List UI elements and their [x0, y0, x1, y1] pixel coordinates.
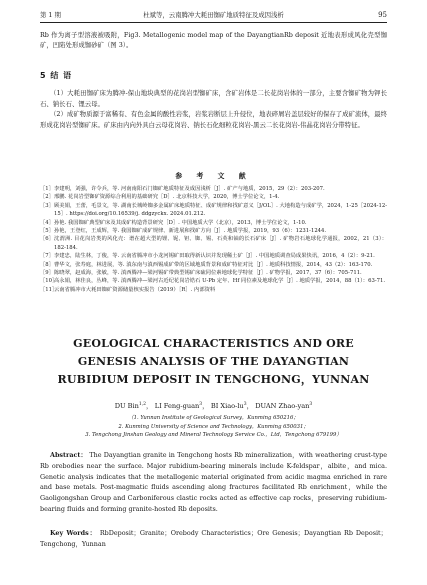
affiliation-line: 3. Tengchong Jinshan Geology and Mineral Technology Service Co.，Ltd，Tengchong 679199） — [85, 432, 342, 439]
reference-number: ［4］ — [40, 219, 54, 226]
author-affiliation-mark: 3 — [199, 401, 203, 407]
reference-item — [40, 277, 387, 285]
reference-number: ［8］ — [40, 261, 54, 268]
reference-number: ［3］ — [40, 202, 54, 209]
reference-text: 陈晓翠，赵成海，张敏，等. 滇西腾冲—梁河锡矿带典型锡矿床硫同位素地球化学特征［J］. 矿物学报，2017，37（6）：705-711. — [54, 270, 362, 277]
reference-text: 李建忠，陆生林，丁俊，等. 云南省腾冲市小龙河锡矿田取得新认识并发现稀土矿［J］. 中国地质调查局成果快讯，2016，4（2）：9-21. — [54, 253, 375, 260]
reference-number: ［5］ — [40, 228, 54, 235]
page-number: 95 — [378, 11, 387, 19]
reference-text: 邢鹏. 花岗岩型铷矿资源综合利用的基础研究［D］. 北京科技大学，2020，博士学位论文，1-4. — [54, 194, 280, 201]
reference-item — [40, 219, 387, 227]
reference-item — [40, 286, 387, 294]
reference-text: 孙艳，王登红，王成辉，等. 我国铷矿成矿规律、新进展和找矿方向［J］. 地质学报，2019，93（6）：1231-1244. — [54, 228, 327, 235]
affiliations — [0, 414, 427, 440]
author-name: DU Bin — [114, 402, 139, 410]
issue-label: 第 1 期 — [40, 11, 61, 19]
reference-text: 高永娟，林佳良，丛峰，等. 滇西腾冲—梁河古近纪花岗岩锆石 U-Pb 定年、Hf 同位素及地球化学［J］. 地质学报，2014，88（1）：63-71. — [54, 278, 386, 285]
keywords-text: RbDeposit；Granite；Orebody Characteristics；Ore Genesis；Dayangtian Rb Deposit；Tengchong，Yunnan — [40, 529, 387, 548]
reference-item — [40, 185, 387, 193]
reference-item — [40, 252, 387, 260]
conclusion-heading: 5 结 语 — [40, 71, 73, 80]
english-title — [40, 335, 387, 389]
reference-item — [40, 202, 387, 219]
english-title-line: RUBIDIUM DEPOSIT IN TENGCHONG，YUNNAN — [57, 373, 370, 386]
abstract-label: Abstract： — [50, 451, 88, 459]
english-title-line: GENESIS ANALYSIS OF THE DAYANGTIAN — [77, 355, 350, 368]
references-list — [40, 185, 387, 294]
reference-item — [40, 227, 387, 235]
reference-text: 顾美娟，王蕾，毛景文，等. 湖南长城岭铷多金属矿床地质特征、成矿规律和找矿意义［J/OL］. 大地构造与成矿学，2024，1-25［2024-12-15］. https://doi.org/10.16539/j. ddgzyckx. 2024.01.212. — [54, 202, 387, 218]
conclusion-body — [40, 88, 387, 130]
reference-number: ［11］ — [40, 286, 58, 293]
affiliation-line: 2. Kunming University of Science and Technology，Kunming 650031； — [118, 423, 309, 430]
author-name: LI Feng-guan — [154, 402, 200, 410]
running-header — [40, 9, 387, 23]
author-affiliation-mark: 3 — [309, 401, 313, 407]
english-abstract — [40, 450, 387, 515]
affiliation-line: （1. Yunnan Institute of Geological Survey，Kunming 650216； — [128, 415, 299, 421]
reference-text: 云南省腾冲市大耗田铷矿资源储量核实报告（2019）［R］. 内部资料 — [54, 286, 216, 293]
reference-number: ［1］ — [40, 186, 54, 192]
reference-item — [40, 193, 387, 201]
reference-text: 孙艳. 我国铷矿典型矿床及其成矿构造背景研究［D］. 中国地质大学（北京），2013，博士学位论文，1-10. — [54, 219, 307, 226]
reference-text: 沈渭洲. 目花岗岩类的风化壳：谱在超大型的锂、铌、钽、铷、锡、石英和铀的长石矿床［J］. 矿物岩石地球化学通报，2002，21（3）：182-184. — [54, 236, 387, 251]
conclusion-paragraph-2: （2）成矿物质源于富稀有、有色金属的酸性岩浆，岩浆岩断层上升侵位，地表碎屑岩盖层较好的保存了成矿流体，最终形成花岗岩型铷矿床。矿床由内向外具白云母花岗岩、钠长石化细粒花岗岩-黑云二长花岗岩-伟晶花岗岩分带特征。 — [40, 110, 387, 129]
reference-number: ［7］ — [40, 253, 54, 260]
author-line: DU Bin$^{1,2}$， LI Feng-guan$^3$， BI Xiao-$lu^3$， DUAN Zhao-yan$^3$ — [114, 401, 313, 410]
conclusion-paragraph-1: （1）大耗田铷矿床为腾冲-保山地块典型的花岗岩型铷矿床，含矿岩体是二长花岗岩体的一部分，主要含铷矿物为钾长石、钠长石、锂云母。 — [40, 89, 387, 108]
reference-item — [40, 235, 387, 252]
running-title: 杜斌等，云南腾冲大耗田铷矿地质特征及成因浅析 — [143, 11, 284, 19]
reference-text: 李建明，刘强，许令兵，等. 河南南阳石门铷矿地质特征及成因浅析［J］. 矿产与地质，2015，29（2）：203-207. — [54, 186, 325, 192]
intro-paragraph: Rb 作为离子型溶液被吸附，Fig3. Metallogenic model map of the DayangtianRb deposit 近地表形成风化壳型铷矿，凹陷处形成铷砂矿（图 3）。 — [40, 31, 387, 49]
reference-number: ［9］ — [40, 270, 54, 277]
author-name: DUAN Zhao-yan — [255, 402, 310, 410]
reference-number: ［6］ — [40, 236, 54, 243]
reference-item — [40, 261, 387, 269]
reference-text: 曹华文，张寿庭，林进展，等. 滇东南与滇西锡成矿带的区域地质背景和成矿特征对比［J］. 地质科技情报，2014，43（2）：163-170. — [54, 261, 373, 268]
reference-number: ［2］ — [40, 194, 54, 201]
author-affiliation-mark: 3 — [243, 401, 247, 407]
reference-number: ［10］ — [40, 278, 58, 285]
author-name: BI Xiao-lu — [210, 402, 244, 410]
keywords-label: Key Words： — [50, 529, 97, 537]
references-heading: 参 考 文 献 — [175, 172, 252, 180]
english-keywords — [40, 528, 387, 550]
english-title-line: GEOLOGICAL CHARACTERISTICS AND ORE — [73, 337, 354, 350]
author-affiliation-mark: 1,2 — [138, 401, 147, 407]
reference-item — [40, 269, 387, 277]
abstract-text: The Dayangtian granite in Tengchong hosts Rb mineralization，with weathering crust-type Rb orebodies near the surface. Major rubidium-bearing minerals include K-feldspar，albite，and mica. Genetic analysis indicates that the metallogenic material originated from acidic magma enriched in rare and base metals. Post-magmatic fluids ascending along fractures facilitated Rb enrichment，while the Gaoligongshan Group and Carboniferous clastic rocks acted as effective cap rocks，preserving rubidium-bearing fluids and forming granite-hosted Rb deposits. — [40, 451, 387, 513]
